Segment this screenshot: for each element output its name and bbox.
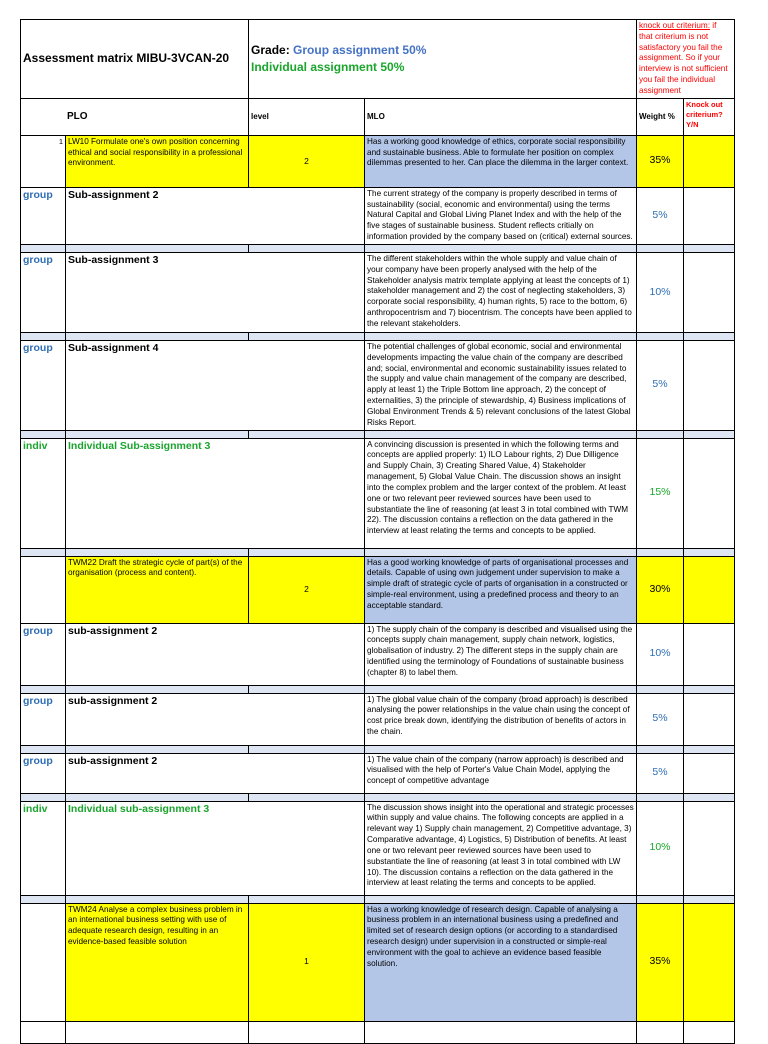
separator-row	[21, 244, 735, 252]
plo-row	[21, 903, 735, 1021]
subassignment-weight: 5%	[637, 693, 684, 745]
group-subassignment-row	[21, 187, 735, 244]
subassignment-knockout	[684, 623, 735, 685]
plo-weight: 35%	[637, 903, 684, 1021]
subassignment-weight: 5%	[637, 187, 684, 244]
header-knockout: Knock out criterium? Y/N	[684, 98, 735, 135]
plo-row	[21, 556, 735, 623]
assignment-type-tag: indiv	[21, 438, 66, 548]
separator-cell	[66, 895, 249, 903]
plo-description: TWM24 Analyse a complex business problem in an international business setting with use of adequate research design, resulting in an evidence-based feasible solution	[66, 903, 249, 1021]
page-title: Assessment matrix MIBU-3VCAN-20	[21, 20, 249, 99]
header-weight: Weight %	[637, 98, 684, 135]
separator-cell	[249, 430, 365, 438]
separator-cell	[637, 244, 684, 252]
assignment-type-tag: indiv	[21, 801, 66, 895]
title-row	[21, 20, 735, 99]
subassignment-knockout	[684, 252, 735, 332]
separator-row	[21, 430, 735, 438]
assignment-type-tag: group	[21, 753, 66, 793]
assignment-type-tag: group	[21, 693, 66, 745]
plo-level: 1	[249, 903, 365, 1021]
separator-cell	[637, 548, 684, 556]
separator-cell	[249, 745, 365, 753]
subassignment-description: The different stakeholders within the whole supply and value chain of your company have been properly analysed with the help of the Stakeholder analysis matrix template applying at least the concepts of 1) stakeholder management and 2) the cost of neglecting stakeholders, 3) corporate social responsibility, 4) human rights, 5) race to the bottom, 6) anthropocentrism and 7) biocentrism. The concepts have been applied to the relevant stakeholders.	[365, 252, 637, 332]
plo-weight: 30%	[637, 556, 684, 623]
subassignment-knockout	[684, 438, 735, 548]
empty-cell	[365, 1021, 637, 1043]
separator-row	[21, 548, 735, 556]
knockout-text: if that criterium is not satisfactory you fail the assignment. So if your interview is not sufficient you fail the individual assignment	[639, 21, 728, 95]
empty-cell	[249, 1021, 365, 1043]
plo-number: 1	[21, 135, 66, 187]
separator-cell	[684, 793, 735, 801]
subassignment-weight: 5%	[637, 340, 684, 430]
subassignment-description: A convincing discussion is presented in which the following terms and concepts are applied properly: 1) ILO Labour rights, 2) Due Dilligence and Supply Chain, 3) Creating Shared Value, 4) Stakeholder management, 5) Global Value Chain. The discussion shows an insight into the complex problem and the larger context of the problem. At least one or two relevant peer reviewed sources have been used to substantiate the line of reasoning (at least 3 in total combined with TWM 22). The discussion contains a reflection on the data gathered in the interview at least relating the terms and concepts to be applied.	[365, 438, 637, 548]
grade-individual-text: Individual assignment 50%	[251, 59, 405, 74]
subassignment-name: Sub-assignment 3	[66, 252, 365, 332]
separator-cell	[637, 430, 684, 438]
separator-cell	[637, 332, 684, 340]
subassignment-description: The potential challenges of global economic, social and environmental developments impacting the value chain of the company are described and; social, environmental and economic sustainability issues related to the supply and value chain management of the company are described, apply at least 1) the Triple Bottom line approach, 2) the concept of externalities, 3) the principle of stewardship, 4) Business implications of Global Environment Trends & 5) relevant conclusions of the latest Global Risks Report.	[365, 340, 637, 430]
separator-cell	[66, 430, 249, 438]
separator-cell	[684, 244, 735, 252]
plo-knockout	[684, 135, 735, 187]
empty-cell	[637, 1021, 684, 1043]
separator-row	[21, 793, 735, 801]
separator-cell	[66, 332, 249, 340]
separator-cell	[249, 685, 365, 693]
grade-cell	[249, 20, 637, 99]
subassignment-weight: 10%	[637, 623, 684, 685]
subassignment-knockout	[684, 340, 735, 430]
separator-row	[21, 895, 735, 903]
separator-cell	[21, 745, 66, 753]
plo-level: 2	[249, 556, 365, 623]
separator-cell	[249, 548, 365, 556]
subassignment-name: sub-assignment 2	[66, 693, 365, 745]
mlo-description: Has a working knowledge of research design. Capable of analysing a business problem in an international business using a predefined and limited set of research design options (or according to a standardised research design) under supervision in a constructed or simple-real environment with the goal to achieve an evidence based feasible solution.	[365, 903, 637, 1021]
separator-cell	[21, 793, 66, 801]
individual-subassignment-row	[21, 438, 735, 548]
separator-row	[21, 332, 735, 340]
subassignment-description: 1) The supply chain of the company is described and visualised using the concepts supply chain management, supply chain network, logistics, globalisation of industry. 2) The different steps in the supply chain are identified using the terminology of Foundations of sustainable business (chapter 8) to label them.	[365, 623, 637, 685]
separator-cell	[365, 745, 637, 753]
subassignment-name: sub-assignment 2	[66, 623, 365, 685]
separator-cell	[21, 548, 66, 556]
subassignment-name: Individual Sub-assignment 3	[66, 438, 365, 548]
separator-cell	[365, 793, 637, 801]
subassignment-description: 1) The value chain of the company (narrow approach) is described and visualised with the help of Porter's Value Chain Model, applying the concept of competitive advantage	[365, 753, 637, 793]
subassignment-weight: 15%	[637, 438, 684, 548]
separator-cell	[66, 793, 249, 801]
separator-cell	[249, 244, 365, 252]
separator-cell	[637, 793, 684, 801]
separator-cell	[21, 430, 66, 438]
plo-knockout	[684, 903, 735, 1021]
separator-cell	[684, 332, 735, 340]
subassignment-knockout	[684, 187, 735, 244]
subassignment-name: Sub-assignment 4	[66, 340, 365, 430]
separator-cell	[637, 745, 684, 753]
empty-cell	[684, 1021, 735, 1043]
separator-row	[21, 745, 735, 753]
separator-cell	[684, 895, 735, 903]
subassignment-name: sub-assignment 2	[66, 753, 365, 793]
subassignment-weight: 10%	[637, 252, 684, 332]
subassignment-knockout	[684, 753, 735, 793]
separator-cell	[21, 244, 66, 252]
plo-description: LW10 Formulate one's own position concerning ethical and social responsibility in a professional environment.	[66, 135, 249, 187]
separator-cell	[66, 745, 249, 753]
assignment-type-tag: group	[21, 340, 66, 430]
group-subassignment-row	[21, 340, 735, 430]
separator-cell	[684, 745, 735, 753]
separator-row	[21, 685, 735, 693]
assignment-type-tag: group	[21, 252, 66, 332]
group-subassignment-row	[21, 623, 735, 685]
plo-level: 2	[249, 135, 365, 187]
subassignment-description: The current strategy of the company is properly described in terms of sustainability (social, economic and environmental) using the terms Natural Capital and Global Living Planet Index and with the help of the five stages of sustainable business. Student reflects critially on information provided by the company based on (critical) external sources.	[365, 187, 637, 244]
plo-number	[21, 903, 66, 1021]
separator-cell	[365, 895, 637, 903]
knockout-note	[637, 20, 735, 99]
assessment-matrix-table	[20, 19, 735, 1044]
individual-subassignment-row	[21, 801, 735, 895]
separator-cell	[365, 244, 637, 252]
subassignment-weight: 5%	[637, 753, 684, 793]
subassignment-description: 1) The global value chain of the company (broad approach) is described analysing the power relationships in the value chain using the concept of cost price break down, identifying the distribution of benefits of actors in the chain.	[365, 693, 637, 745]
separator-cell	[21, 332, 66, 340]
mlo-description: Has a working good knowledge of ethics, corporate social responsibility and sustainable business. Able to formulate her position on complex dilemmas presented to her. Can place the dilemma in the larger context.	[365, 135, 637, 187]
separator-cell	[249, 332, 365, 340]
header-row	[21, 98, 735, 135]
separator-cell	[684, 685, 735, 693]
matrix-body	[21, 135, 735, 1043]
plo-description: TWM22 Draft the strategic cycle of part(s) of the organisation (process and content).	[66, 556, 249, 623]
separator-cell	[637, 685, 684, 693]
subassignment-weight: 10%	[637, 801, 684, 895]
separator-cell	[21, 685, 66, 693]
plo-weight: 35%	[637, 135, 684, 187]
subassignment-name: Individual sub-assignment 3	[66, 801, 365, 895]
separator-cell	[365, 685, 637, 693]
assignment-type-tag: group	[21, 623, 66, 685]
subassignment-description: The discussion shows insight into the operational and strategic processes within supply and value chains. The following concepts are applied in a relevant way 1) Supply chain management, 2) Competitive advantage, 3) Comparative advantage, 4) Logistics, 5) Distribution of benefits. At least one or two relevant peer reviewed sources have been used to substantiate the line of reasoning (at least 3 in total combined with LW 10). The discussion contains a reflection on the data gathered in the interview at least relating the terms and concepts to be applied.	[365, 801, 637, 895]
separator-cell	[365, 430, 637, 438]
mlo-description: Has a good working knowledge of parts of organisational processes and details. Capable of using own judgement under supervision to make a simple draft of strategic cycle of parts of organisation in a constructed or simple-real environment, using a predefined process and theory to an acceptable standard.	[365, 556, 637, 623]
separator-cell	[637, 895, 684, 903]
trailing-empty-row	[21, 1021, 735, 1043]
header-level: level	[249, 98, 365, 135]
assessment-matrix-sheet	[20, 19, 734, 1044]
grade-group-text: Group assignment 50%	[293, 42, 427, 57]
separator-cell	[249, 895, 365, 903]
separator-cell	[365, 548, 637, 556]
header-mlo: MLO	[365, 98, 637, 135]
assignment-type-tag: group	[21, 187, 66, 244]
separator-cell	[21, 895, 66, 903]
group-subassignment-row	[21, 753, 735, 793]
knockout-label: knock out criterium:	[639, 21, 710, 30]
plo-row	[21, 135, 735, 187]
empty-cell	[21, 1021, 66, 1043]
subassignment-name: Sub-assignment 2	[66, 187, 365, 244]
separator-cell	[684, 430, 735, 438]
separator-cell	[66, 548, 249, 556]
grade-label: Grade:	[251, 42, 290, 57]
plo-number	[21, 556, 66, 623]
group-subassignment-row	[21, 252, 735, 332]
plo-knockout	[684, 556, 735, 623]
empty-cell	[66, 1021, 249, 1043]
separator-cell	[66, 685, 249, 693]
subassignment-knockout	[684, 693, 735, 745]
subassignment-knockout	[684, 801, 735, 895]
separator-cell	[66, 244, 249, 252]
separator-cell	[684, 548, 735, 556]
header-plo: PLO	[21, 98, 249, 135]
group-subassignment-row	[21, 693, 735, 745]
separator-cell	[249, 793, 365, 801]
separator-cell	[365, 332, 637, 340]
